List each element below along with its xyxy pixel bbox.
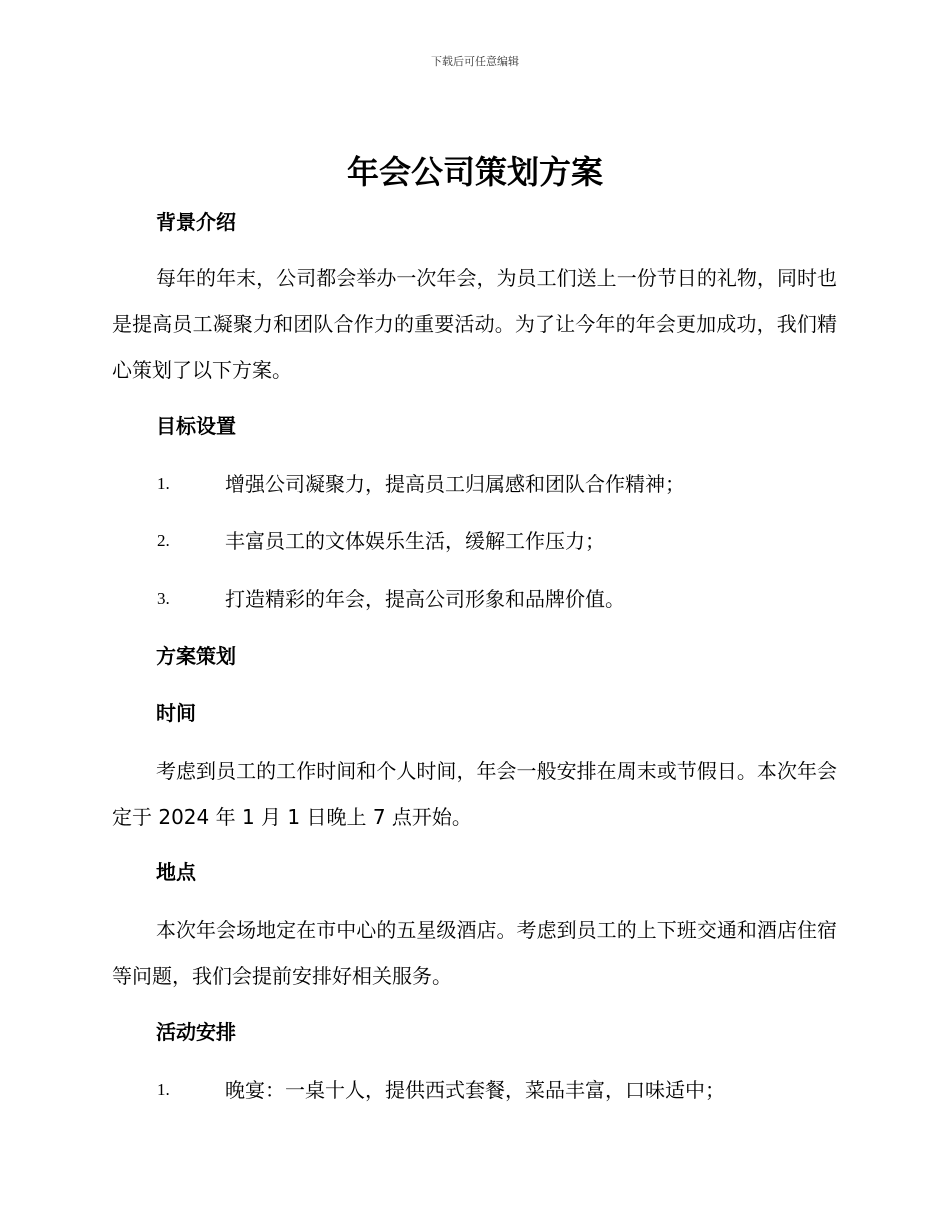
goal-list-item — [157, 526, 857, 556]
heading-plan: 方案策划 — [156, 644, 236, 668]
heading-goals: 目标设置 — [156, 414, 236, 438]
list-text: 打造精彩的年会，提高公司形象和品牌价值。 — [225, 587, 625, 611]
activity-list-item — [157, 1075, 857, 1105]
paragraph-time: 考虑到员工的工作时间和个人时间，年会一般安排在周末或节假日。本次年会定于 2024 年 1 月 1 日晚上 7 点开始。 — [112, 759, 837, 829]
list-text: 晚宴：一桌十人，提供西式套餐，菜品丰富，口味适中； — [225, 1078, 725, 1102]
page-header-note: 下载后可任意编辑 — [431, 55, 519, 68]
document-title: 年会公司策划方案 — [346, 153, 603, 191]
heading-time: 时间 — [156, 701, 196, 725]
list-number: 1. — [157, 1080, 170, 1099]
list-number: 3. — [157, 589, 170, 608]
goal-list-item — [157, 469, 857, 499]
paragraph-location: 本次年会场地定在市中心的五星级酒店。考虑到员工的上下班交通和酒店住宿等问题，我们会提前安排好相关服务。 — [112, 918, 837, 988]
paragraph-background: 每年的年末，公司都会举办一次年会，为员工们送上一份节日的礼物，同时也是提高员工凝聚力和团队合作力的重要活动。为了让今年的年会更加成功，我们精心策划了以下方案。 — [112, 266, 837, 382]
list-number: 1. — [157, 474, 170, 493]
list-text: 丰富员工的文体娱乐生活，缓解工作压力； — [225, 529, 605, 553]
heading-activities: 活动安排 — [156, 1020, 236, 1044]
list-number: 2. — [157, 531, 170, 550]
goal-list-item — [157, 584, 857, 614]
heading-location: 地点 — [156, 860, 196, 884]
list-text: 增强公司凝聚力，提高员工归属感和团队合作精神； — [225, 472, 685, 496]
heading-background: 背景介绍 — [156, 210, 236, 234]
